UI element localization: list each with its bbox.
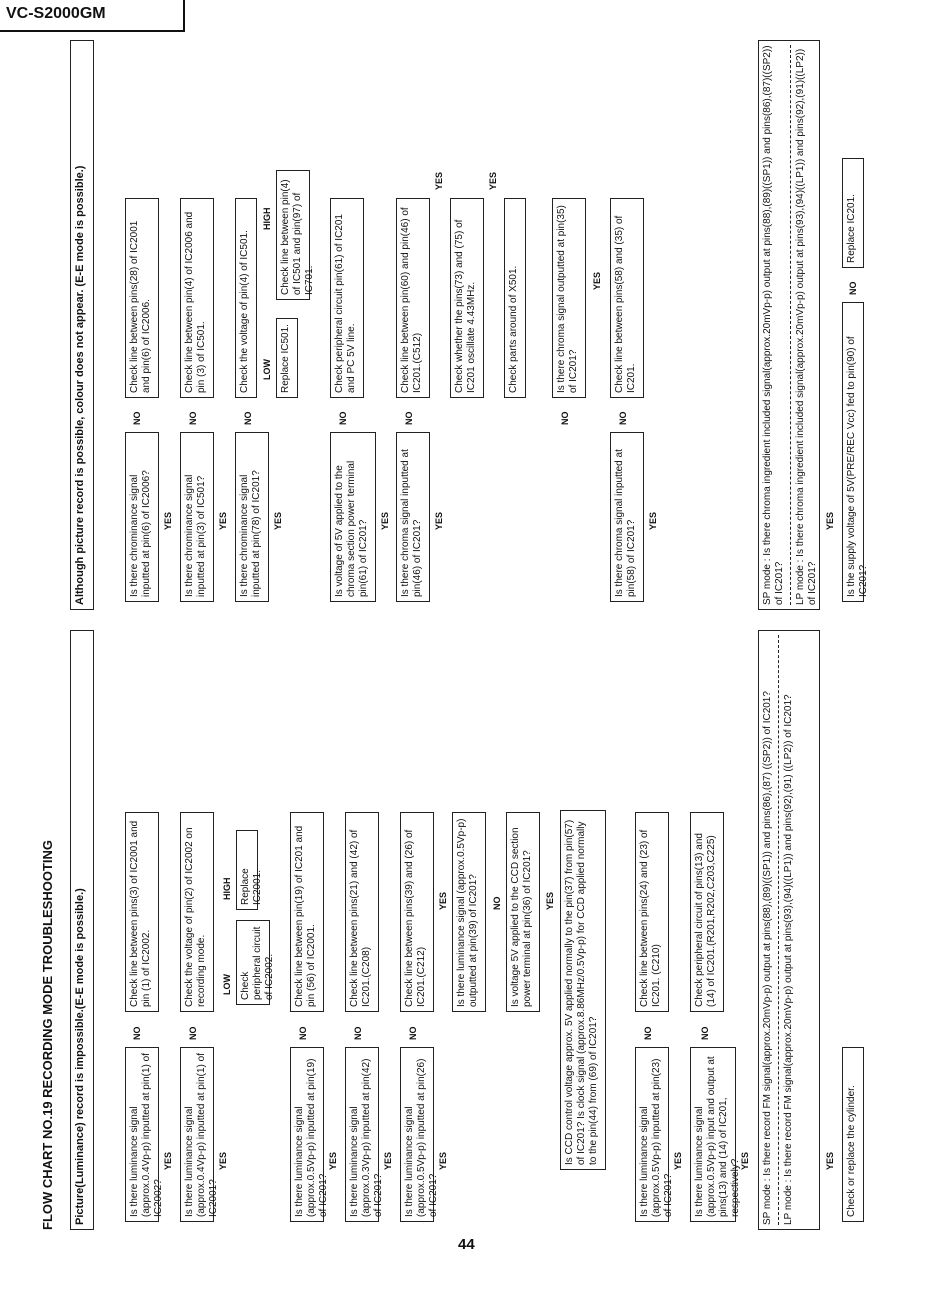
flowchart-canvas (40, 30, 910, 1230)
right-heading: Although picture record is possible, colour does not appear. (E-E mode is possible.) (70, 40, 94, 610)
no-label: NO (492, 896, 502, 910)
left-a7: Check peripheral circuit of pins(13) and (14) of IC201.(R201,R202,C203,C225) (690, 812, 724, 1012)
right-a6: Check line between pins(58) and (35) of IC201. (610, 198, 644, 398)
left-q5c: Is voltage 5V applied to the CCD section power terminal at pin(36) of IC201? (506, 812, 540, 1012)
model-number: VC-S2000GM (0, 0, 185, 32)
right-end: Replace IC201. (842, 158, 864, 268)
right-a3-high: Check line between pin(4) of IC501 and pin(97) of IC701. (276, 170, 310, 300)
left-q8-lp: LP mode : Is there record FM signal(approx.20mVp-p) output at pins(93),(94)((LP1)) and pins(92),(91) ((LP2)) of IC201? (783, 694, 794, 1225)
no-label: NO (298, 1026, 308, 1040)
right-a5c: Check parts around of X501. (504, 198, 526, 398)
right-a3-low: Replace IC501. (276, 318, 298, 398)
no-label: NO (132, 411, 142, 425)
left-q7: Is there luminance signal (approx.0.5Vp-p) input and output at pins(13) and (14) of IC201, respectively? (690, 1047, 736, 1222)
right-a4: Check peripheral circuit pin(61) of IC201 and PC 5V line. (330, 198, 364, 398)
chart-title: FLOW CHART NO.19 RECORDING MODE TROUBLESHOOTING (40, 840, 55, 1230)
yes-label: YES (434, 171, 444, 190)
left-q8-sp: SP mode : Is there record FM signal(approx.20mVp-p) output at pins(88),(89)((SP1)) and pins(86),(87) ((SP2)) of IC201? (762, 691, 773, 1225)
yes-label: YES (740, 1151, 750, 1170)
no-label: NO (353, 1026, 363, 1040)
left-q4: Is there luminance signal (approx.0.3Vp-p) inputted at pin(42) of IC201? (345, 1047, 379, 1222)
no-label: NO (404, 411, 414, 425)
yes-label: YES (825, 1151, 835, 1170)
left-heading: Picture(Luminance) record is impossible.(E-E mode is possible.) (70, 630, 94, 1230)
no-label: NO (848, 281, 858, 295)
right-a5: Check line between pin(60) and pin(46) of IC201.(C512) (396, 198, 430, 398)
left-q5d: Is CCD control voltage approx. 5V applied normally to the pin(37) from pin(57) of IC201? Is clock signal (approx.8.86MHz/0.5Vp-p) for CCD applied normally to the pin(44) from (69) of IC201? (560, 810, 606, 1170)
yes-label: YES (218, 1151, 228, 1170)
left-a2: Check the voltage of pin(2) of IC2002 on recording mode. (180, 812, 214, 1012)
left-q8 (758, 630, 820, 1230)
low-label: LOW (222, 974, 232, 995)
left-q2: Is there luminance signal (approx.0.4Vp-p) inputted at pin(1) of IC2001? (180, 1047, 214, 1222)
right-a5b: Check whether the pins(73) and (75) of IC201 oscillate 4.43MHz. (450, 198, 484, 398)
left-q5b: Is there luminance signal (approx.0.5Vp-p) outputted at pin(39) of IC201? (452, 812, 486, 1012)
no-label: NO (618, 411, 628, 425)
high-label: HIGH (262, 207, 272, 230)
no-label: NO (132, 1026, 142, 1040)
yes-label: YES (825, 511, 835, 530)
left-q6: Is there luminance signal (approx.0.5Vp-p) inputted at pin(23) of IC201? (635, 1047, 669, 1222)
yes-label: YES (163, 1151, 173, 1170)
left-a4: Check line between pins(21) and (42) of IC201.(C208) (345, 812, 379, 1012)
left-end: Check or replace the cylinder. (842, 1047, 864, 1222)
right-q4: Is voltage of 5V applied to the chroma section power terminal pin(61) of IC201? (330, 432, 376, 602)
yes-label: YES (218, 511, 228, 530)
left-a2-high: Replace IC2001. (236, 830, 258, 910)
right-q7 (758, 40, 820, 610)
left-q3: Is there luminance signal (approx.0.5Vp-p) inputted at pin(19) of IC201? (290, 1047, 324, 1222)
yes-label: YES (383, 1151, 393, 1170)
yes-label: YES (273, 511, 283, 530)
right-q8: Is the supply voltage of 5V(PRE/REC Vcc) fed to pin(90) of IC201? (842, 302, 864, 602)
right-a3: Check the voltage of pin(4) of IC501. (235, 198, 257, 398)
yes-label: YES (592, 271, 602, 290)
yes-label: YES (380, 511, 390, 530)
high-label: HIGH (222, 877, 232, 900)
right-q6: Is there chroma signal inputted at pin(58) of IC201? (610, 432, 644, 602)
yes-label: YES (438, 1151, 448, 1170)
left-a2-low: Check peripheral circuit of IC2002. (236, 920, 270, 1005)
yes-label: YES (673, 1151, 683, 1170)
right-q5: Is there chroma signal inputted at pin(46) of IC201? (396, 432, 430, 602)
yes-label: YES (438, 891, 448, 910)
left-q5: Is there luminance signal (approx.0.5Vp-p) inputted at pin(26) of IC201? (400, 1047, 434, 1222)
no-label: NO (643, 1026, 653, 1040)
no-label: NO (338, 411, 348, 425)
no-label: NO (188, 1026, 198, 1040)
no-label: NO (560, 411, 570, 425)
yes-label: YES (163, 511, 173, 530)
left-a3: Check line between pin(19) of IC201 and pin (56) of IC2001. (290, 812, 324, 1012)
left-q1: Is there luminance signal (approx.0.4Vp-p) inputted at pin(1) of IC2002? (125, 1047, 159, 1222)
right-a5d: Is there chroma signal outputted at pin(35) of IC201? (552, 198, 586, 398)
right-q3: Is there chrominance signal inputted at pin(78) of IC201? (235, 432, 269, 602)
no-label: NO (188, 411, 198, 425)
yes-label: YES (434, 511, 444, 530)
yes-label: YES (488, 171, 498, 190)
right-q2: Is there chrominance signal inputted at pin(3) of IC501? (180, 432, 214, 602)
right-q7-lp: LP mode : Is there chroma ingredient included signal(approx.20mVp-p) output at pins(93),(94)((LP1)) and pins(92),(91)((LP2)) of IC201? (795, 48, 818, 605)
right-q7-sp: SP mode : Is there chroma ingredient included signal(approx.20mVp-p) output at pins(88),(89)((SP1)) and pins(86),(87)((SP2)) of IC201? (762, 45, 785, 605)
page-number: 44 (458, 1236, 475, 1253)
no-label: NO (700, 1026, 710, 1040)
left-a6: Check line between pins(24) and (23) of IC201. (C210) (635, 812, 669, 1012)
yes-label: YES (648, 511, 658, 530)
yes-label: YES (545, 891, 555, 910)
right-a2: Check line between pin(4) of IC2006 and pin (3) of IC501. (180, 198, 214, 398)
yes-label: YES (328, 1151, 338, 1170)
left-a5: Check line between pins(39) and (26) of IC201.(C212) (400, 812, 434, 1012)
right-q1: Is there chrominance signal inputted at pin(6) of IC2006? (125, 432, 159, 602)
no-label: NO (408, 1026, 418, 1040)
no-label: NO (243, 411, 253, 425)
low-label: LOW (262, 359, 272, 380)
right-a1: Check line between pins(28) of IC2001 and pin(6) of IC2006. (125, 198, 159, 398)
left-a1: Check line between pins(3) of IC2001 and pin (1) of IC2002. (125, 812, 159, 1012)
